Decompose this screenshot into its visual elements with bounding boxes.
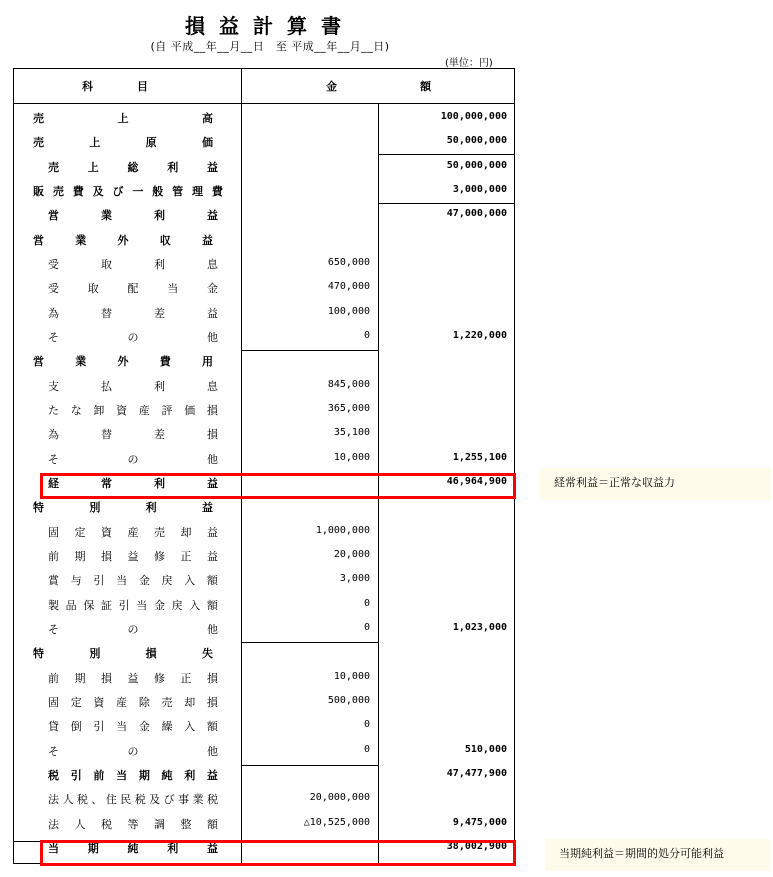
table-row [14, 543, 514, 567]
table-row [14, 616, 514, 640]
row-amount: 50,000,000 [446, 135, 507, 147]
row-label: た な 卸 資 産 評 価 損 [48, 403, 218, 417]
row-label: 前 期 損 益 修 正 損 [48, 671, 218, 685]
ordinary-income-highlight [40, 473, 516, 499]
table-row [14, 786, 514, 810]
row-label: 営 業 利 益 [48, 209, 218, 223]
row-sub-amount: 0 [363, 621, 370, 633]
table-row [14, 154, 514, 178]
table-row [14, 665, 514, 689]
header-item: 科 目 [82, 80, 148, 93]
row-sub-amount: 10,000 [333, 451, 370, 463]
row-label: 経 常 利 益 [48, 476, 218, 490]
row-sub-amount: 0 [363, 329, 370, 341]
row-label: 法 人 税 等 調 整 額 [48, 817, 218, 831]
row-label: 為 替 差 損 [48, 428, 218, 442]
table-row [14, 202, 514, 226]
row-label: 受 取 利 息 [48, 257, 218, 271]
table-row [14, 592, 514, 616]
row-sub-amount: 3,000 [339, 573, 370, 585]
table-row [14, 348, 514, 372]
table-row [14, 689, 514, 713]
table-row [14, 251, 514, 275]
table-row [14, 227, 514, 251]
table-row [14, 567, 514, 591]
row-label: 特 別 利 益 [33, 501, 213, 515]
row-label: 特 別 損 失 [33, 647, 213, 661]
net-income-highlight [40, 840, 516, 866]
row-amount: 38,002,900 [446, 840, 507, 852]
header-divider [13, 103, 515, 104]
table-row [14, 640, 514, 664]
row-label: 当 期 純 利 益 [48, 841, 218, 855]
row-amount: 1,255,100 [452, 451, 507, 463]
row-sub-amount: 0 [363, 743, 370, 755]
table-row [14, 421, 514, 445]
row-label: 売 上 総 利 益 [48, 160, 218, 174]
row-label: そ の 他 [48, 622, 218, 636]
row-label: 税 引 前 当 期 純 利 益 [48, 768, 218, 782]
row-sub-amount: 1,000,000 [315, 524, 370, 536]
row-label: そ の 他 [48, 744, 218, 758]
row-label: 固 定 資 産 売 却 益 [48, 525, 218, 539]
table-row [14, 397, 514, 421]
row-sub-amount: 20,000 [333, 548, 370, 560]
row-sub-amount: 35,100 [333, 427, 370, 439]
row-amount: 1,220,000 [452, 329, 507, 341]
row-label: 営 業 外 費 用 [33, 355, 213, 369]
statement-period: (自 平成__年__月__日 至 平成__年__月__日) [150, 40, 390, 53]
row-label: 貸 倒 引 当 金 繰 入 額 [48, 720, 218, 734]
net-income-note: 当期純利益＝期間的処分可能利益 [545, 839, 770, 871]
header-amount-b: 額 [420, 80, 431, 93]
row-label: 売 上 原 価 [33, 136, 213, 150]
row-label: 営 業 外 収 益 [33, 233, 213, 247]
row-sub-amount: 650,000 [327, 256, 370, 268]
table-row [14, 446, 514, 470]
row-label: 賞 与 引 当 金 戻 入 額 [48, 574, 218, 588]
row-sub-amount: △10,525,000 [303, 816, 370, 828]
row-sub-amount: 10,000 [333, 670, 370, 682]
row-amount: 47,477,900 [446, 767, 507, 779]
table-row [14, 811, 514, 835]
table-row [14, 373, 514, 397]
table-row [14, 129, 514, 153]
table-row [14, 324, 514, 348]
row-label: 販 売 費 及 び 一 般 管 理 費 [33, 184, 223, 198]
table-row [14, 738, 514, 762]
row-amount: 9,475,000 [452, 816, 507, 828]
statement-title: 損益計算書 [185, 14, 355, 38]
table-row [14, 275, 514, 299]
row-sub-amount: 0 [363, 719, 370, 731]
table-row [14, 762, 514, 786]
row-sub-amount: 100,000 [327, 305, 370, 317]
table-row [14, 178, 514, 202]
row-amount: 50,000,000 [446, 159, 507, 171]
row-label: 前 期 損 益 修 正 益 [48, 549, 218, 563]
row-sub-amount: 20,000,000 [309, 792, 370, 804]
row-amount: 46,964,900 [446, 475, 507, 487]
header-amount-a: 金 [326, 80, 337, 93]
row-label: 為 替 差 益 [48, 306, 218, 320]
table-row [14, 300, 514, 324]
row-amount: 1,023,000 [452, 621, 507, 633]
row-label: そ の 他 [48, 330, 218, 344]
row-sub-amount: 365,000 [327, 402, 370, 414]
ordinary-income-note: 経常利益＝正常な収益力 [540, 468, 770, 500]
row-amount: 3,000,000 [452, 183, 507, 195]
row-label: 法 人 税 、 住 民 税 及 び 事 業 税 [48, 793, 218, 807]
table-row [14, 105, 514, 129]
row-sub-amount: 500,000 [327, 694, 370, 706]
row-label: 支 払 利 息 [48, 379, 218, 393]
row-sub-amount: 470,000 [327, 281, 370, 293]
row-label: 受 取 配 当 金 [48, 282, 218, 296]
row-amount: 47,000,000 [446, 208, 507, 220]
row-label: 売 上 高 [33, 112, 213, 125]
row-sub-amount: 845,000 [327, 378, 370, 390]
row-label: 製 品 保 証 引 当 金 戻 入 額 [48, 598, 218, 612]
table-row [14, 519, 514, 543]
row-amount: 100,000,000 [440, 111, 507, 122]
row-label: そ の 他 [48, 452, 218, 466]
row-sub-amount: 0 [363, 597, 370, 609]
unit-label: (単位：円) [445, 58, 493, 69]
row-label: 固 定 資 産 除 売 却 損 [48, 695, 218, 709]
table-row [14, 713, 514, 737]
row-amount: 510,000 [464, 743, 507, 755]
